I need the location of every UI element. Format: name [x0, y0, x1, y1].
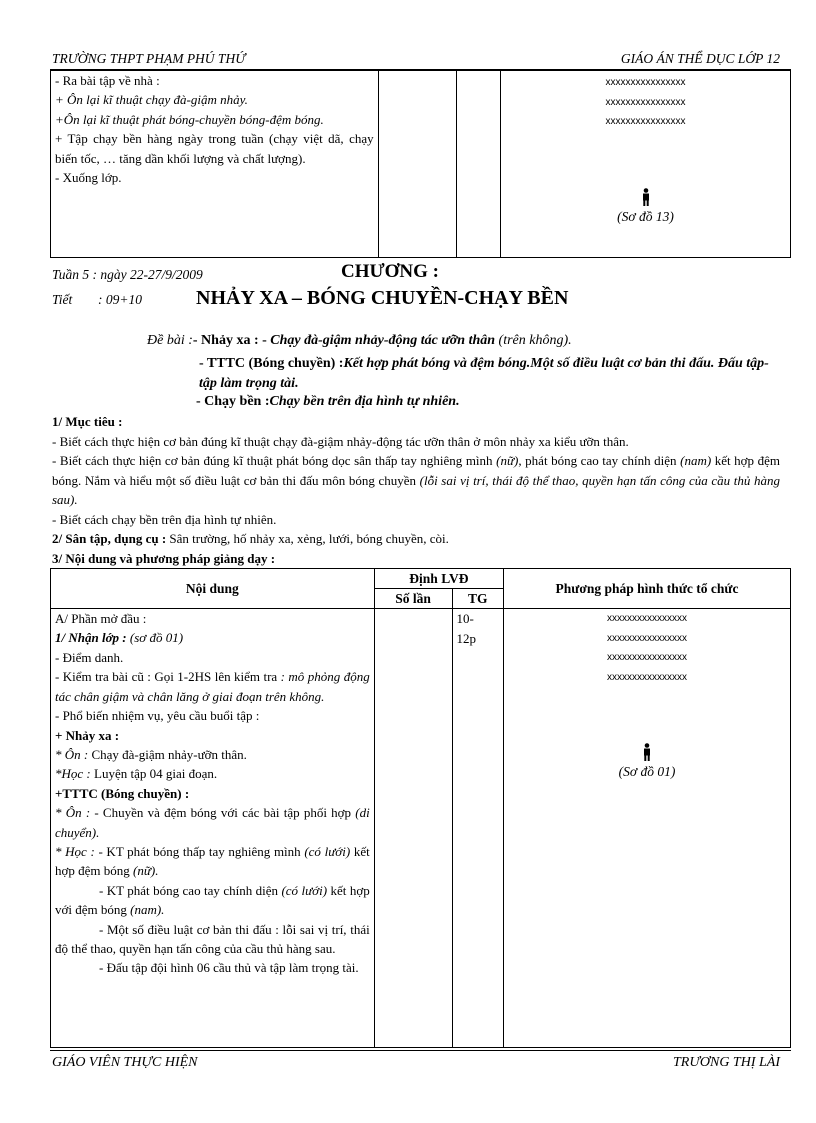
content-line: + Nhảy xa :: [55, 727, 120, 743]
homework-cell: [51, 71, 379, 258]
content-heading: 3/ Nội dung và phương pháp giảng dạy :: [52, 550, 276, 566]
formation-row: xxxxxxxxxxxxxxxx: [607, 652, 688, 664]
topic-line-1: Đề bài :- Nhảy xa : - Chạy đà-giậm nhảy-động tác ưỡn thân (trên không).: [147, 333, 572, 348]
content-line: 1/ Nhận lớp : (sơ đồ 01): [55, 630, 184, 646]
content-line: - Kiểm tra bài cũ : Gọi 1-2HS lên kiểm tra : mô phỏng động tác chân giậm và chân lăng ở giai đoạn trên không.: [55, 669, 370, 704]
homework-line: - Ra bài tập về nhà :: [55, 73, 160, 88]
diagram-label: (Sơ đồ 13): [617, 208, 674, 224]
lesson-title: NHẢY XA – BÓNG CHUYỀN-CHẠY BỀN: [196, 287, 569, 309]
formation-row: xxxxxxxxxxxxxxxx: [607, 613, 688, 625]
objectives-section: [52, 412, 780, 568]
diagram-label: (Sơ đồ 01): [618, 764, 676, 780]
col-method-header: Phương pháp hình thức tổ chức: [504, 569, 791, 609]
objective-item: - Biết cách chạy bền trên địa hình tự nhiên.: [52, 511, 277, 527]
formation-row: xxxxxxxxxxxxxxxx: [607, 671, 688, 683]
content-line: *Học : Luyện tập 04 giai đoạn.: [55, 766, 218, 782]
reps-cell: [378, 71, 457, 258]
content-line: - KT phát bóng cao tay chính diện (có lưới) kết hợp với đệm bóng (nam).: [55, 882, 370, 918]
content-line: * Học : - KT phát bóng thấp tay nghiêng mình (có lưới) kết hợp đệm bóng (nữ).: [55, 843, 370, 879]
col-time-header: TG: [452, 589, 504, 609]
teacher-name: TRƯƠNG THỊ LÀI: [672, 1055, 780, 1070]
period-label: Tiết: [52, 292, 73, 307]
method-cell: [501, 71, 791, 258]
document-title: GIÁO ÁN THỂ DỤC LỚP 12: [620, 51, 780, 66]
content-line: - Phổ biến nhiệm vụ, yêu cầu buổi tập :: [55, 708, 260, 724]
content-line: - Đấu tập đội hình 06 cầu thủ và tập làm trọng tài.: [99, 960, 359, 976]
content-line: * Ôn : Chạy đà-giậm nhảy-ưỡn thân.: [55, 746, 247, 762]
topic-line-3: - Chạy bền :Chạy bền trên địa hình tự nhiên.: [196, 394, 460, 409]
objective-item: - Biết cách thực hiện cơ bản đúng kĩ thuật phát bóng dọc sân thấp tay nghiêng mình (nữ), phát bóng cao tay chính diện (nam) kết hợp đệm bóng. Nắm và hiểu một số điều luật cơ bản thi đấu môn bóng chuyền (lỗi sai vị trí, thái độ thể thao, quyền hạn tấn công của cầu thủ hàng sau).: [52, 453, 781, 507]
lesson-table: [50, 568, 791, 1048]
formation-row: xxxxxxxxxxxxxxxx: [605, 77, 686, 88]
col-content-header: Nội dung: [51, 569, 375, 609]
method-value-cell: [504, 609, 791, 1048]
chapter-label: CHƯƠNG :: [341, 261, 439, 282]
formation-row: xxxxxxxxxxxxxxxx: [605, 116, 686, 127]
teacher-icon: [501, 188, 790, 209]
content-line: - Điểm danh.: [55, 649, 124, 665]
reps-value-cell: [374, 609, 452, 1048]
col-reps-header: Số lần: [374, 589, 452, 609]
homework-line: + Ôn lại kĩ thuật chạy đà-giậm nhảy.: [55, 92, 248, 108]
content-line: - Một số điều luật cơ bản thi đấu : lỗi sai vị trí, thái độ thể thao, quyền hạn tấn công của cầu thủ hàng sau.: [55, 921, 370, 956]
time-value: 12p: [456, 630, 477, 646]
objective-item: - Biết cách thực hiện cơ bản đúng kĩ thuật chạy đà-giậm nhảy-động tác ưỡn thân ở môn nhảy xa kiểu ưỡn thân.: [52, 433, 629, 449]
formation-row: xxxxxxxxxxxxxxxx: [605, 96, 686, 108]
objectives-heading: 1/ Mục tiêu :: [52, 414, 123, 429]
time-value-cell: [452, 609, 504, 1048]
homework-line: +Ôn lại kĩ thuật phát bóng-chuyền bóng-đệm bóng.: [55, 111, 324, 127]
teacher-label: GIÁO VIÊN THỰC HIỆN: [52, 1055, 198, 1070]
formation-row: xxxxxxxxxxxxxxxx: [607, 632, 688, 644]
school-name: TRƯỜNG THPT PHẠM PHÚ THỨ: [52, 51, 246, 66]
equipment-line: 2/ Sân tập, dụng cụ : Sân trường, hố nhảy xa, xẻng, lưới, bóng chuyền, còi.: [52, 531, 449, 546]
footer-rule: [50, 1050, 791, 1051]
time-value: 10-: [456, 611, 474, 627]
content-line: +TTTC (Bóng chuyền) :: [55, 785, 190, 801]
col-dose-header: Định LVĐ: [374, 569, 503, 589]
time-cell: [457, 71, 501, 258]
homework-line: - Xuống lớp.: [55, 170, 122, 186]
teacher-icon: [504, 743, 790, 764]
period-value: : 09+10: [98, 292, 142, 307]
content-line: A/ Phần mở đầu :: [55, 611, 147, 627]
week-date: Tuần 5 : ngày 22-27/9/2009: [52, 267, 203, 282]
content-cell: [51, 609, 375, 1048]
homework-line: + Tập chạy bền hàng ngày trong tuần (chạy việt dã, chạy biến tốc, … tăng dần khối lượng và chất lượng).: [55, 131, 374, 166]
top-table: [50, 70, 791, 258]
topic-line-2: - TTTC (Bóng chuyền) :Kết hợp phát bóng và đệm bóng.Một số điều luật cơ bản thi đấu. Đấu tập-tập làm trọng tài.: [199, 356, 769, 391]
content-line: * Ôn : - Chuyền và đệm bóng với các bài tập phối hợp (di chuyển).: [55, 805, 370, 840]
